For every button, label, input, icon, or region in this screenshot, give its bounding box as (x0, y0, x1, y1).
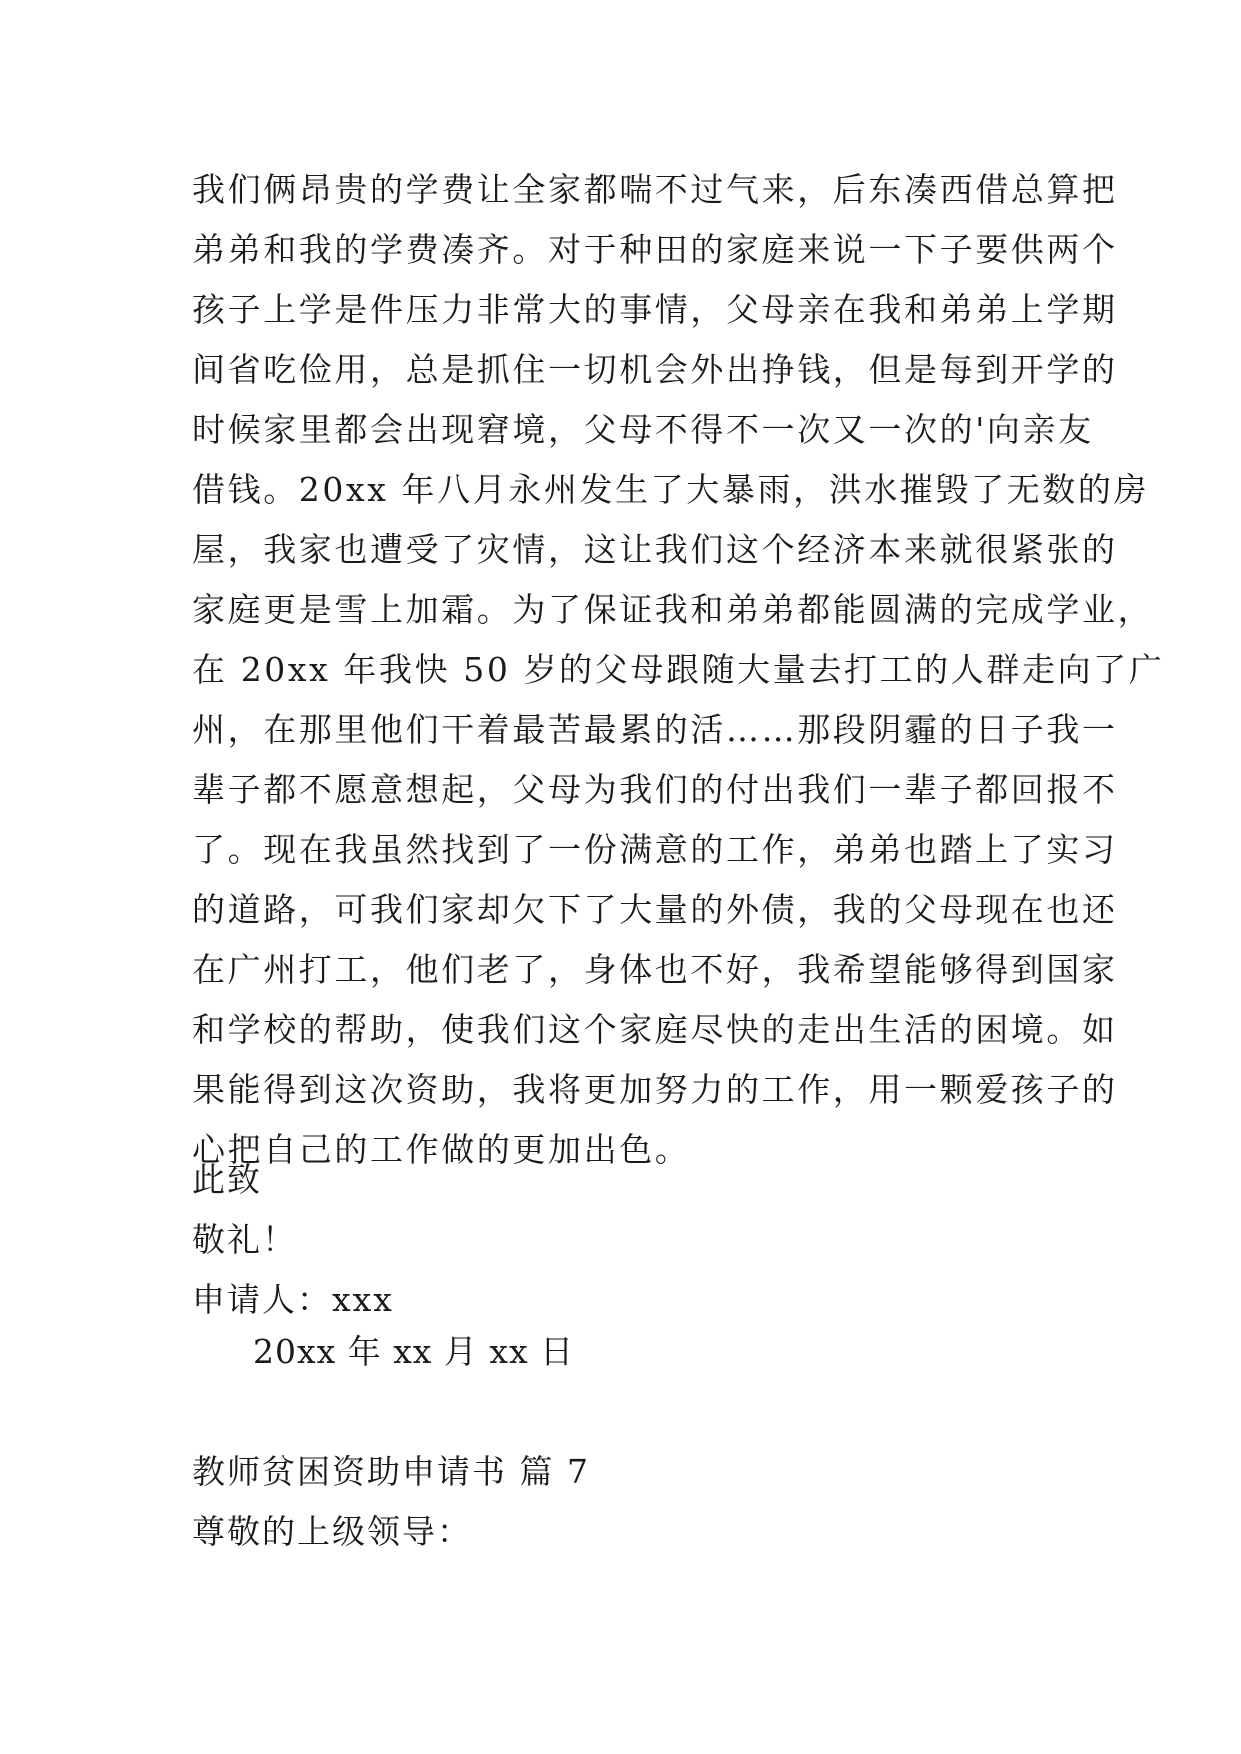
body-line: 在广州打工，他们老了，身体也不好，我希望能够得到国家 (192, 950, 1118, 989)
letter-closing (192, 1150, 394, 1330)
body-line: 家庭更是雪上加霜。为了保证我和弟弟都能圆满的完成学业， (192, 590, 1154, 629)
letter-date: 20xx 年 xx 月 xx 日 (253, 1332, 575, 1371)
applicant-signature: 申请人：xxx (192, 1280, 394, 1319)
body-line: 弟弟和我的学费凑齐。对于种田的家庭来说一下子要供两个 (192, 230, 1118, 269)
body-line: 州，在那里他们干着最苦最累的活……那段阴霾的日子我一 (192, 710, 1118, 749)
body-line: 屋，我家也遭受了灾情，这让我们这个经济本来就很紧张的 (192, 530, 1118, 569)
closing-salute: 敬礼！ (192, 1220, 297, 1259)
body-line: 我们俩昂贵的学费让全家都喘不过气来，后东凑西借总算把 (192, 170, 1118, 209)
body-line: 和学校的帮助，使我们这个家庭尽快的走出生活的困境。如 (192, 1010, 1118, 1049)
body-line: 心把自己的工作做的更加出色。 (192, 1130, 691, 1169)
body-line: 在 20xx 年我快 50 岁的父母跟随大量去打工的人群走向了广 (192, 650, 1165, 689)
next-section (192, 1442, 590, 1562)
body-line: 果能得到这次资助，我将更加努力的工作，用一颗爱孩子的 (192, 1070, 1118, 1109)
body-line: 间省吃俭用，总是抓住一切机会外出挣钱，但是每到开学的 (192, 350, 1118, 389)
letter-body (192, 160, 1165, 1180)
closing-phrase: 此致 (192, 1160, 262, 1199)
section-salutation: 尊敬的上级领导： (192, 1512, 472, 1551)
body-line: 的道路，可我们家却欠下了大量的外债，我的父母现在也还 (192, 890, 1118, 929)
body-line: 借钱。20xx 年八月永州发生了大暴雨，洪水摧毁了无数的房 (192, 470, 1150, 509)
section-title: 教师贫困资助申请书 篇 7 (192, 1452, 590, 1491)
body-line: 辈子都不愿意想起，父母为我们的付出我们一辈子都回报不 (192, 770, 1118, 809)
body-line: 孩子上学是件压力非常大的事情，父母亲在我和弟弟上学期 (192, 290, 1118, 329)
body-line: 了。现在我虽然找到了一份满意的工作，弟弟也踏上了实习 (192, 830, 1118, 869)
body-line: 时候家里都会出现窘境，父母不得不一次又一次的'向亲友 (192, 410, 1094, 449)
